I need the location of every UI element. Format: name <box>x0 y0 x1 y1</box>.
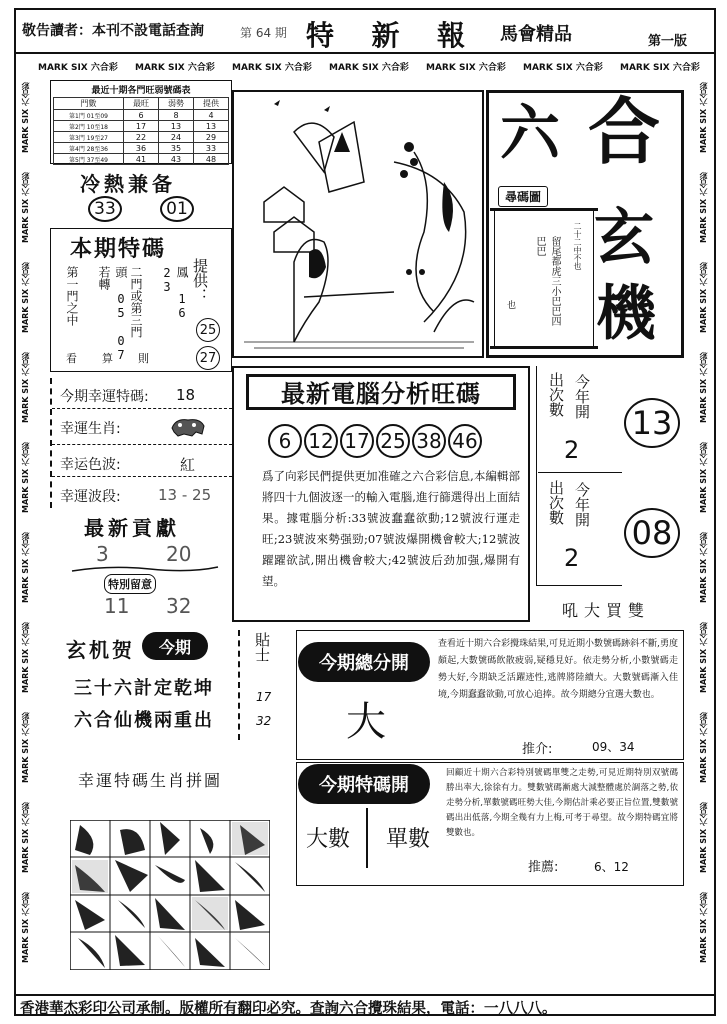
hot-table-col: 門數 <box>54 98 124 110</box>
brand-mark: MARK SIX 六合彩 <box>21 622 30 693</box>
special-col2: 頭 05 07 若轉 <box>97 266 128 362</box>
table-cell: 48 <box>194 154 229 165</box>
brand-mark: MARK SIX 六合彩 <box>21 442 30 513</box>
special-provide: 提供： <box>191 258 209 303</box>
contrib-swoosh <box>70 560 220 572</box>
special-open-title: 今期特碼開 <box>298 764 430 804</box>
illustration-box <box>232 90 484 358</box>
column-divider <box>238 630 240 740</box>
brand-mark: MARK SIX 六合彩 <box>38 63 118 73</box>
brand-mark: MARK SIX 六合彩 <box>21 712 30 783</box>
contrib-number: 3 <box>96 542 109 566</box>
times-divider <box>538 472 622 473</box>
hot-table-col: 最旺 <box>124 98 159 110</box>
scroll-bottom-rod <box>490 346 598 349</box>
special-ball: 27 <box>196 346 220 370</box>
shout-text: 吼大買雙 <box>562 601 651 620</box>
special-title: 本期特碼 <box>70 236 167 262</box>
table-cell: 13 <box>194 121 229 132</box>
xuanji-line: 六合仙機兩重出 <box>74 710 214 731</box>
times-label: 出次數 <box>547 480 565 525</box>
table-cell: 35 <box>159 143 194 154</box>
table-cell: 第4門 28至36 <box>54 143 124 154</box>
brand-mark: MARK SIX 六合彩 <box>699 172 708 243</box>
liuhe-char: 玄 <box>594 203 654 273</box>
luck-label: 今期幸運特碼: <box>60 389 149 405</box>
luck-divider <box>52 444 232 445</box>
xuanji-title: 玄机贺 <box>66 638 135 662</box>
analysis-ball: 12 <box>304 424 338 458</box>
special-open-option: 單數 <box>386 827 431 852</box>
brand-mark: MARK SIX 六合彩 <box>699 892 708 963</box>
analysis-ball: 38 <box>412 424 446 458</box>
landscape-illustration <box>234 92 482 356</box>
header-notice: 敬告讀者：本刊不設電話查詢 <box>22 23 204 39</box>
brand-mark: MARK SIX 六合彩 <box>699 712 708 783</box>
table-cell: 第1門 01至09 <box>54 110 124 121</box>
table-cell: 8 <box>159 110 194 121</box>
zodiac-animal-icon <box>168 414 208 438</box>
special-open-rec-label: 推薦: <box>528 860 559 875</box>
table-cell: 33 <box>194 143 229 154</box>
times-label: 今年開 <box>573 374 591 419</box>
brand-mark: MARK SIX 六合彩 <box>699 802 708 873</box>
table-cell: 36 <box>124 143 159 154</box>
header-edition: 第一版 <box>648 34 688 49</box>
luck-divider <box>52 408 232 409</box>
hot-table-col: 提供 <box>194 98 229 110</box>
table-cell: 6 <box>124 110 159 121</box>
special-open-text: 回顧近十期六合彩特別號碼單雙之走勢,可見近期特別双號碼勝出率大,徐徐有力。雙數號碼漸處大減整體處於調落之勢,依走勢分析,單數號碼旺勢大佳,今期估計乘必要正旨位置,雙數號碼出出低落,今期全幾有力上梅,可考于尋望。故今期特碼宜將雙數也。 <box>446 768 678 838</box>
brand-mark: MARK SIX 六合彩 <box>21 172 30 243</box>
table-cell: 4 <box>194 110 229 121</box>
times-count: 2 <box>564 544 580 572</box>
brand-mark: MARK SIX 六合彩 <box>21 82 30 153</box>
brand-mark: MARK SIX 六合彩 <box>232 63 312 73</box>
scroll-text: 留尾都虎三小巴巴四巴巴 <box>534 236 560 326</box>
special-open-option: 大數 <box>306 827 351 852</box>
scroll-text: 也 <box>505 300 515 309</box>
analysis-ball: 25 <box>376 424 410 458</box>
table-cell: 24 <box>159 132 194 143</box>
times-label: 出次數 <box>547 372 565 417</box>
brand-mark: MARK SIX 六合彩 <box>620 63 700 73</box>
hot-cold-ball: 01 <box>160 196 194 222</box>
header-title: 特 新 報 <box>306 19 471 52</box>
times-ball: 13 <box>624 398 680 448</box>
times-count: 2 <box>564 436 580 464</box>
table-row <box>54 121 229 132</box>
liuhe-char: 合 <box>588 89 661 174</box>
brand-mark: MARK SIX 六合彩 <box>699 442 708 513</box>
total-rec-label: 推介: <box>522 742 553 757</box>
contrib-title: 最新貢獻 <box>84 516 180 540</box>
contrib-number: 11 <box>104 594 130 618</box>
table-cell: 第2門 10至18 <box>54 121 124 132</box>
liuhe-char: 機 <box>596 279 656 349</box>
special-open-rec-value: 6、12 <box>594 860 629 874</box>
total-rec-value: 09、34 <box>592 740 635 754</box>
header-subtitle: 馬會精品 <box>500 24 572 45</box>
header-issue: 第 64 期 <box>240 26 287 40</box>
special-open-divider <box>366 808 368 868</box>
contrib-number: 32 <box>166 594 192 618</box>
brand-mark: MARK SIX 六合彩 <box>699 82 708 153</box>
total-big: 大 <box>346 699 386 745</box>
liuhe-tag: 尋碼圖 <box>498 186 548 207</box>
analysis-ball: 46 <box>448 424 482 458</box>
hot-cold-title: 冷熱兼备 <box>80 172 176 196</box>
table-row <box>54 132 229 143</box>
tip-number: 32 <box>256 714 272 728</box>
hot-table-col: 弱勢 <box>159 98 194 110</box>
brand-mark: MARK SIX 六合彩 <box>21 532 30 603</box>
special-col1: 第一門之中 <box>65 266 79 326</box>
table-cell: 第5門 37至49 <box>54 154 124 165</box>
hot-table-title: 最近十期各門旺弱號碼表 <box>91 86 191 96</box>
brand-mark: MARK SIX 六合彩 <box>21 262 30 333</box>
brand-mark: MARK SIX 六合彩 <box>21 892 30 963</box>
hot-table-box <box>50 80 232 164</box>
special-look: 看 算 則 <box>66 352 155 365</box>
hot-cold-ball: 33 <box>88 196 122 222</box>
brand-mark: MARK SIX 六合彩 <box>21 352 30 423</box>
brand-mark: MARK SIX 六合彩 <box>699 622 708 693</box>
special-ball: 25 <box>196 318 220 342</box>
luck-value: 紅 <box>180 456 196 474</box>
analysis-ball: 17 <box>340 424 374 458</box>
luck-value: 13 - 25 <box>158 486 212 504</box>
brand-mark: MARK SIX 六合彩 <box>135 63 215 73</box>
table-cell: 22 <box>124 132 159 143</box>
table-cell: 43 <box>159 154 194 165</box>
xuanji-line: 三十六計定乾坤 <box>74 678 214 699</box>
total-text: 查看近十期六合彩攪珠結果,可見近期小數號碼跡斜不斷,勇度頗起,大數號碼飲散疲弱,疑穩見好。依走勢分析,小數號碼走勢大好,今期缺乏活躍迹性,逃牌將陸續大。大數號碼漸入佳境,今期蠢蠢欲動,可放心追捧。故今期總分宜選大數也。 <box>438 639 678 700</box>
brand-mark: MARK SIX 六合彩 <box>426 63 506 73</box>
hot-table-header <box>54 98 229 110</box>
luck-divider <box>52 476 232 477</box>
luck-value: 18 <box>176 386 196 404</box>
header-divider <box>14 52 716 54</box>
table-cell: 17 <box>124 121 159 132</box>
tip-number: 17 <box>256 690 272 704</box>
table-row <box>54 154 229 165</box>
brand-mark: MARK SIX 六合彩 <box>699 262 708 333</box>
luck-label: 幸運生肖: <box>60 421 121 437</box>
table-row <box>54 143 229 154</box>
footer-text: 香港華杰彩印公司承制。版權所有翻印必究。查詢六合攪珠結果，電話：一八八八。 <box>20 1000 557 1017</box>
xuanji-badge: 今期 <box>142 632 208 660</box>
puzzle-grid <box>70 820 270 970</box>
table-cell: 41 <box>124 154 159 165</box>
hot-table <box>53 97 229 165</box>
table-cell: 第3門 19至27 <box>54 132 124 143</box>
brand-mark: MARK SIX 六合彩 <box>699 352 708 423</box>
special-col3: 二門或第三門 <box>129 266 143 338</box>
luck-label: 幸運波段: <box>60 489 121 505</box>
analysis-ball: 6 <box>268 424 302 458</box>
computer-text: 爲了向彩民們提供更加准確之六合彩信息,本編輯部將四十九個波逐一的輸入電腦,進行篩選得出上面結果。據電腦分析:33號波蠢蠢欲動;12號波行運走旺;23號波來勢强勁;07號波爆開機會較大;12號波躍躍欲試,開出機會較大;42號波后劲加强,爆開有望。 <box>262 469 520 588</box>
total-title: 今期總分開 <box>298 642 430 682</box>
scroll-text: 二十二中不也 <box>573 222 582 270</box>
contrib-sub: 特別留意 <box>104 574 156 594</box>
footer-divider <box>14 994 716 996</box>
times-label: 今年開 <box>573 482 591 527</box>
brand-mark: MARK SIX 六合彩 <box>699 532 708 603</box>
special-col4: 鳳 16 23 <box>160 266 189 320</box>
luck-label: 幸运色波: <box>60 457 121 473</box>
table-cell: 29 <box>194 132 229 143</box>
table-cell: 13 <box>159 121 194 132</box>
brand-mark: MARK SIX 六合彩 <box>523 63 603 73</box>
table-row <box>54 110 229 121</box>
brand-mark: MARK SIX 六合彩 <box>21 802 30 873</box>
liuhe-char: 六 <box>500 99 560 169</box>
scroll-top-rod <box>490 208 598 211</box>
times-ball: 08 <box>624 508 680 558</box>
contrib-number: 20 <box>166 542 192 566</box>
tip-title: 貼士 <box>253 632 271 662</box>
brand-mark: MARK SIX 六合彩 <box>329 63 409 73</box>
puzzle-title: 幸運特碼生肖拼圖 <box>78 771 223 790</box>
computer-title: 最新電腦分析旺碼 <box>246 374 516 410</box>
